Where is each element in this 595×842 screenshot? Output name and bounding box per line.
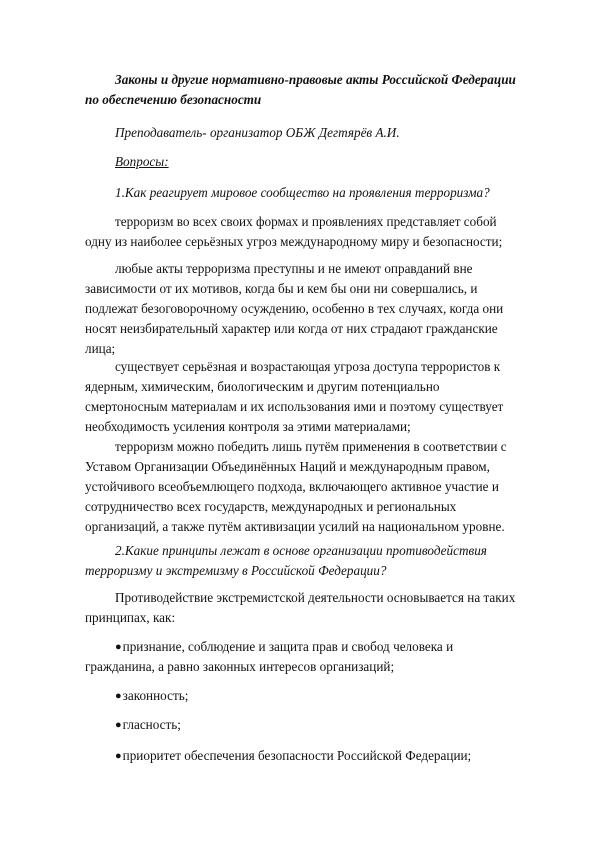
list-item-text: признание, соблюдение и защита прав и свобод человека и гражданина, а равно законных интересов организаций; [85,639,454,674]
bullet-icon: ● [115,690,122,702]
list-item [85,637,517,677]
paragraph-2: любые акты терроризма преступны и не имеют оправданий вне зависимости от их мотивов, когда бы и кем бы они ни совершались, и подлежат безоговорочному осуждению, особенно в тех случаях, когда они носят неизбирательный характер или когда от них страдают гражданские лица; [85,261,504,356]
list-item-text: приоритет обеспечения безопасности Российской Федерации; [122,748,472,763]
bullet-icon: ● [115,750,122,762]
paragraph-3: существует серьёзная и возрастающая угроза доступа террористов к ядерным, химическим, биологическим и другим потенциально смертоносным материалам и их использования ими и поэтому существует необходимость усиления контроля за этими материалами; [85,359,504,434]
bullet-icon: ● [115,641,122,653]
bullet-icon: ● [115,719,122,731]
list-item-text: гласность; [122,717,181,732]
author-line: Преподаватель- организатор ОБЖ Дегтярёв А.И. [115,125,400,140]
list-item [85,746,517,766]
paragraph-1: терроризм во всех своих формах и проявлениях представляет собой одну из наиболее серьёзных угроз международному миру и безопасности; [85,214,503,249]
paragraph-4: терроризм можно победить лишь путём применения в соответствии с Уставом Организации Объединённых Наций и международным правом, устойчивого всеобъемлющего подхода, включающего активное участие и сотрудничество всех государств, международных и региональных организаций, а также путём активизации усилий на национальном уровне. [85,439,507,534]
list-item [85,686,517,706]
question-1: 1.Как реагирует мировое сообщество на проявления терроризма? [115,185,490,200]
questions-label: Вопросы: [115,154,169,169]
list-item-text: законность; [122,688,189,703]
list-item [85,715,517,735]
paragraph-5: Противодействие экстремистской деятельности основывается на таких принципах, как: [85,590,516,625]
document-title: Законы и другие нормативно-правовые акты Российской Федерации по обеспечению безопасности [85,72,516,107]
question-2: 2.Какие принципы лежат в основе организации противодействия терроризму и экстремизму в Российской Федерации? [85,543,487,578]
